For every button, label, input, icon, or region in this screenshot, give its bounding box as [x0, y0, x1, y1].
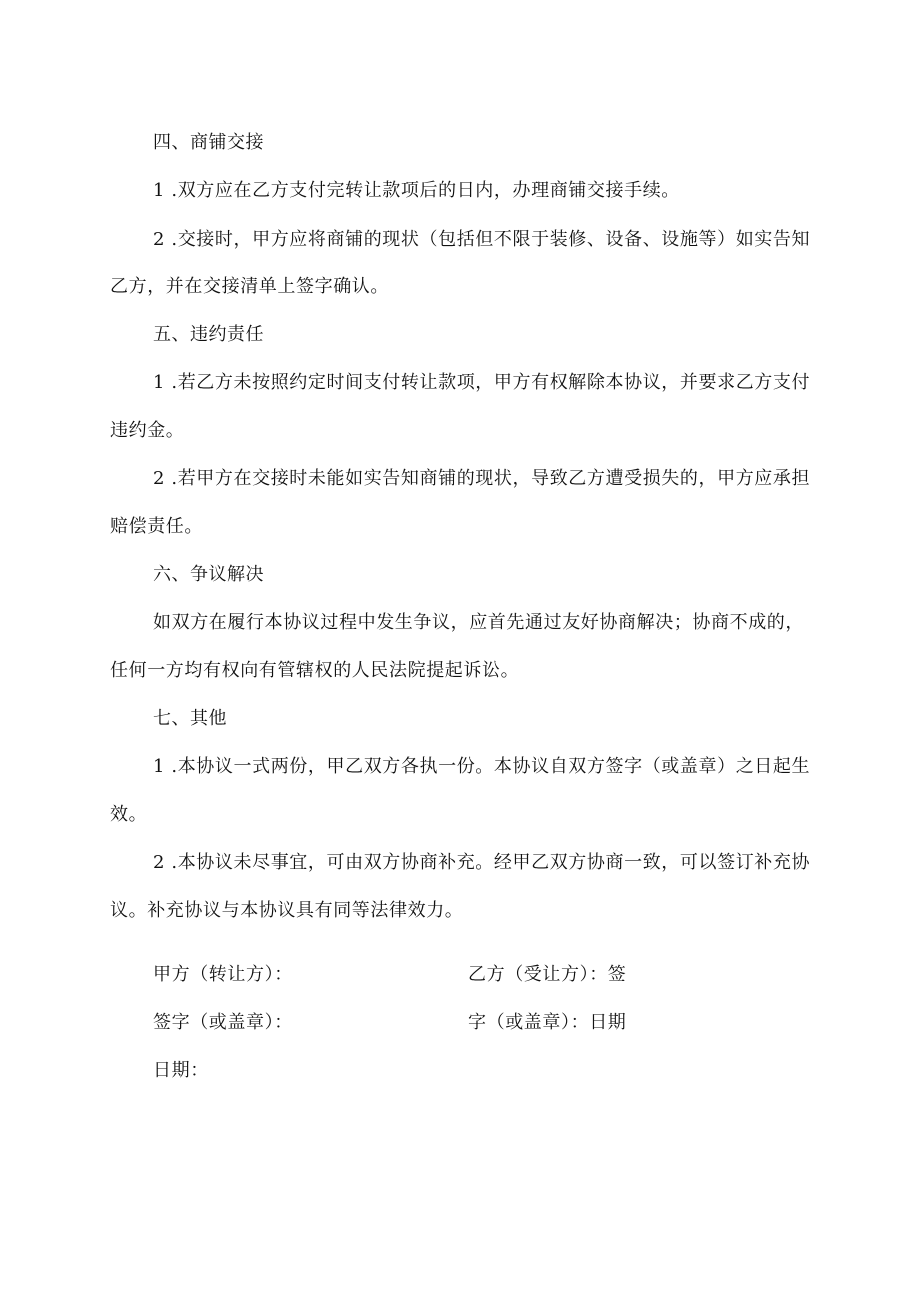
signature-party-b-label: 乙方（受让方）：签: [468, 964, 627, 985]
clause-other-2-line2: 议。补充协议与本协议具有同等法律效力。: [110, 900, 464, 921]
clause-other-2-line1: 2 .本协议未尽事宜，可由双方协商补充。经甲乙双方协商一致，可以签订补充协: [153, 852, 811, 873]
section-heading-handover: 四、商铺交接: [153, 132, 264, 153]
section-heading-dispute: 六、争议解决: [153, 564, 264, 585]
clause-other-1-line2: 效。: [110, 804, 148, 825]
signature-party-a-sign: 签字（或盖章）：: [153, 1012, 293, 1033]
clause-other-1-line1: 1 .本协议一式两份，甲乙双方各执一份。本协议自双方签字（或盖章）之日起生: [153, 756, 811, 777]
signature-party-a-label: 甲方（转让方）：: [153, 964, 293, 985]
clause-handover-2-line1: 2 .交接时，甲方应将商铺的现状（包括但不限于装修、设备、设施等）如实告知: [153, 229, 811, 250]
clause-dispute-line1: 如双方在履行本协议过程中发生争议，应首先通过友好协商解决；协商不成的，: [153, 612, 804, 633]
clause-handover-1: 1 .双方应在乙方支付完转让款项后的日内，办理商铺交接手续。: [153, 180, 680, 201]
section-heading-breach: 五、违约责任: [153, 324, 264, 345]
clause-breach-2-line1: 2 .若甲方在交接时未能如实告知商铺的现状，导致乙方遭受损失的，甲方应承担: [153, 468, 811, 489]
signature-party-a-date: 日期：: [153, 1060, 209, 1081]
clause-breach-2-line2: 赔偿责任。: [110, 516, 203, 537]
clause-breach-1-line1: 1 .若乙方未按照约定时间支付转让款项，甲方有权解除本协议，并要求乙方支付: [153, 372, 811, 393]
clause-breach-1-line2: 违约金。: [110, 420, 185, 441]
clause-handover-2-line2: 乙方，并在交接清单上签字确认。: [110, 276, 389, 297]
signature-party-b-sign: 字（或盖章）：日期: [468, 1012, 627, 1033]
clause-dispute-line2: 任何一方均有权向有管辖权的人民法院提起诉讼。: [110, 660, 520, 681]
section-heading-other: 七、其他: [153, 708, 227, 729]
